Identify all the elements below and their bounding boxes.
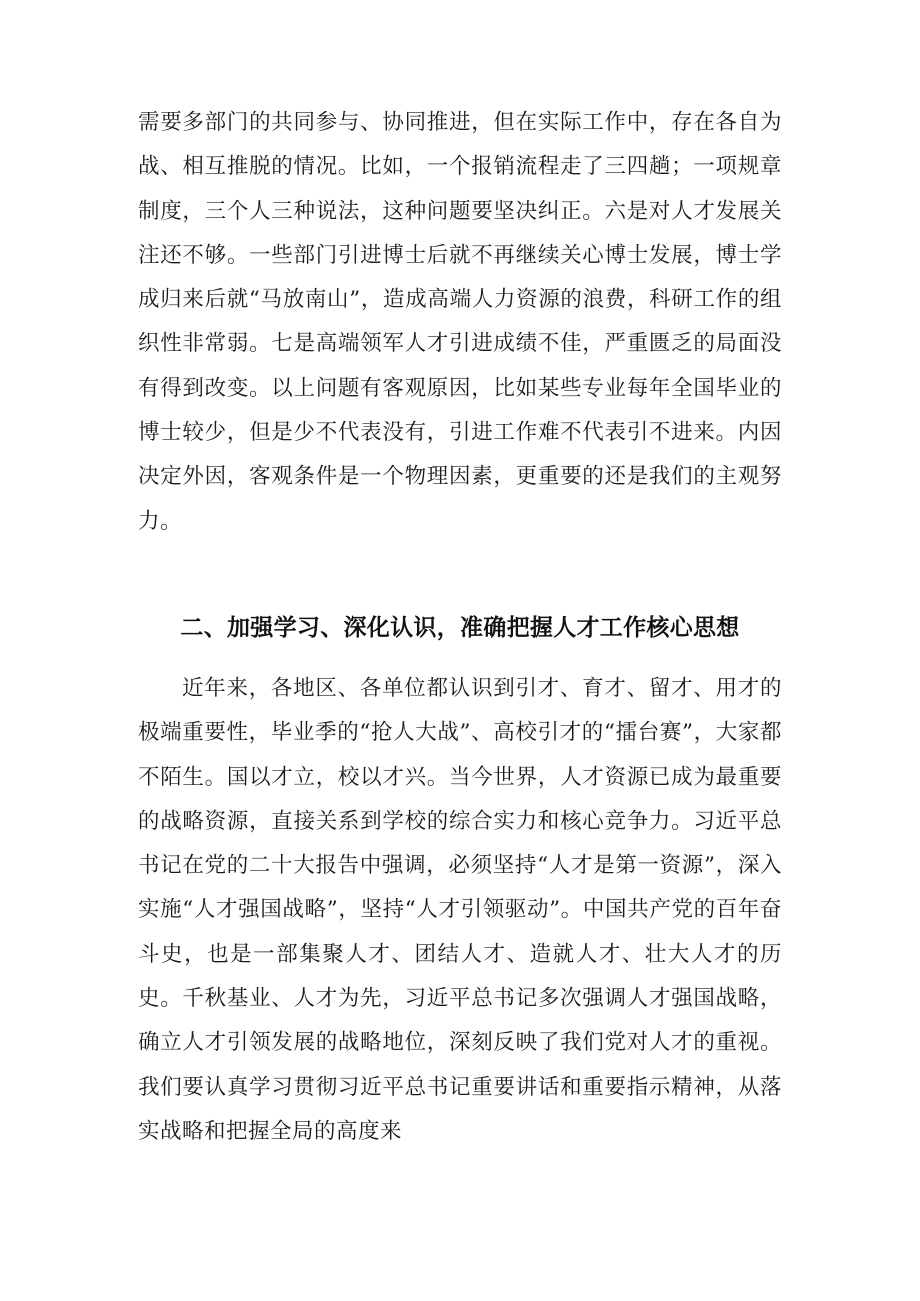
body-paragraph: 近年来，各地区、各单位都认识到引才、育才、留才、用才的极端重要性，毕业季的“抢人大战”、高校引才的“擂台赛”，大家都不陌生。国以才立，校以才兴。当今世界，人才资源已成为最重要的战略资源，直接关系到学校的综合实力和核心竞争力。习近平总书记在党的二十大报告中强调，必须坚持“人才是第一资源”，深入实施“人才强国战略”，坚持“人才引领驱动”。中国共产党的百年奋斗史，也是一部集聚人才、团结人才、造就人才、壮大人才的历史。千秋基业、人才为先，习近平总书记多次强调人才强国战略，确立人才引领发展的战略地位，深刻反映了我们党对人才的重视。我们要认真学习贯彻习近平总书记重要讲话和重要指示精神，从落实战略和把握全局的高度来	[138, 676, 782, 1144]
section-heading: 二、加强学习、深化认识，准确把握人才工作核心思想	[180, 615, 740, 641]
body-paragraph-continued: 需要多部门的共同参与、协同推进，但在实际工作中，存在各自为战、相互推脱的情况。比如，一个报销流程走了三四趟；一项规章制度，三个人三种说法，这种问题要坚决纠正。六是对人才发展关注还不够。一些部门引进博士后就不再继续关心博士发展，博士学成归来后就“马放南山”，造成高端人力资源的浪费，科研工作的组织性非常弱。七是高端领军人才引进成绩不佳，严重匮乏的局面没有得到改变。以上问题有客观原因，比如某些专业每年全国毕业的博士较少，但是少不代表没有，引进工作难不代表引不进来。内因决定外因，客观条件是一个物理因素，更重要的还是我们的主观努力。	[138, 110, 782, 534]
